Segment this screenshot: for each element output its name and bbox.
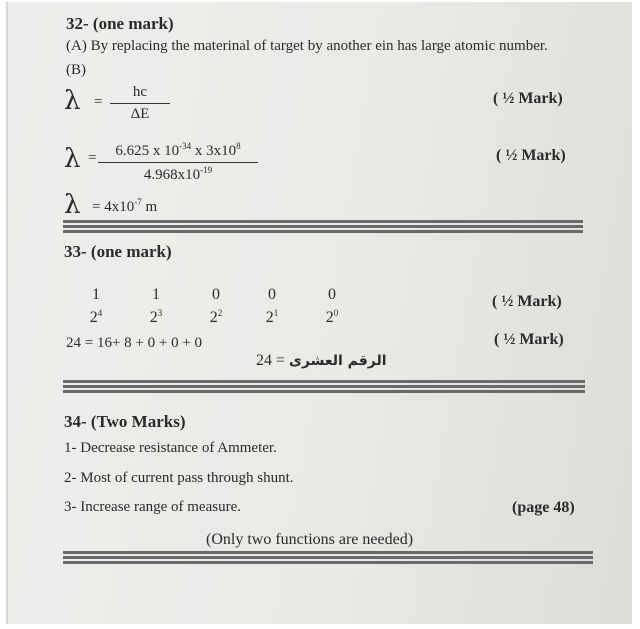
q33-heading: 33- (one mark) bbox=[64, 242, 172, 261]
lambda-symbol: λ bbox=[64, 190, 81, 220]
q33-mark-1: ( ½ Mark) bbox=[492, 293, 562, 310]
section-divider bbox=[63, 551, 593, 565]
q32-mark-1: ( ½ Mark) bbox=[493, 90, 563, 107]
lambda-symbol: λ bbox=[64, 86, 81, 116]
binary-digit: 1 bbox=[92, 286, 100, 303]
q34-note: (Only two functions are needed) bbox=[206, 531, 414, 548]
arabic-label: الرقم العشرى bbox=[289, 353, 387, 369]
lambda-result: = $4x10^{-7}$ m bbox=[92, 197, 158, 215]
q33-mark-2: ( ½ Mark) bbox=[494, 331, 564, 348]
section-divider bbox=[63, 220, 583, 234]
fraction-bar bbox=[98, 162, 258, 163]
denominator: ΔE bbox=[130, 106, 150, 122]
binary-digit: 0 bbox=[328, 286, 336, 303]
equals-sign: = bbox=[94, 94, 103, 110]
exam-answer-sheet bbox=[6, 2, 632, 624]
fraction-calculation bbox=[98, 141, 258, 184]
power-of-two: $2^4$ bbox=[89, 308, 103, 326]
equals-sign: = bbox=[88, 150, 97, 166]
binary-digit: 0 bbox=[268, 286, 276, 303]
q34-page-ref: (page 48) bbox=[512, 499, 575, 516]
lambda-symbol: λ bbox=[64, 144, 81, 174]
binary-digit: 0 bbox=[212, 286, 220, 303]
numerator: 6.625 x $10^{-34}$ x $3x10^8$ bbox=[115, 141, 241, 159]
arabic-decimal-line bbox=[256, 352, 387, 370]
q34-item: 1- Decrease resistance of Ammeter. bbox=[64, 440, 277, 456]
q32-mark-2: ( ½ Mark) bbox=[496, 147, 566, 164]
q34-item: 3- Increase range of measure. bbox=[64, 499, 241, 515]
q33-sum: 24 = 16+ 8 + 0 + 0 + 0 bbox=[66, 335, 203, 351]
arabic-value: 24 = bbox=[256, 352, 286, 369]
fraction-bar bbox=[110, 103, 170, 104]
power-of-two: $2^3$ bbox=[149, 308, 163, 326]
section-divider bbox=[63, 380, 585, 394]
denominator: $4.968x10^{-19}$ bbox=[143, 165, 213, 183]
q32-part-b: (B) bbox=[66, 62, 86, 78]
q34-item: 2- Most of current pass through shunt. bbox=[64, 470, 294, 486]
q32-heading: 32- (one mark) bbox=[66, 14, 174, 33]
binary-digit: 1 bbox=[152, 286, 160, 303]
power-of-two: $2^0$ bbox=[325, 308, 339, 326]
q32-part-a: (A) By replacing the materinal of target by another ein has large atomic number. bbox=[66, 38, 548, 54]
fraction-hc-over-delta-e bbox=[110, 84, 170, 123]
power-of-two: $2^1$ bbox=[265, 308, 279, 326]
power-of-two: $2^2$ bbox=[209, 308, 223, 326]
q34-heading: 34- (Two Marks) bbox=[64, 412, 186, 431]
numerator: hc bbox=[132, 84, 148, 100]
